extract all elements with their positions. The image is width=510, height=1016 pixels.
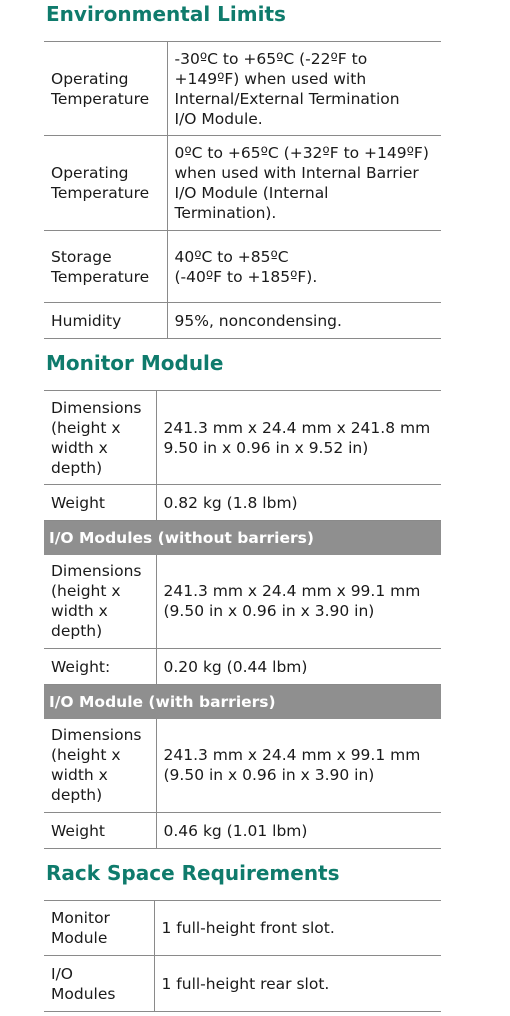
row-label: Weight: [44, 485, 156, 521]
row-value: 95%, noncondensing.: [167, 303, 441, 339]
table-row: [44, 391, 441, 485]
table-row: [44, 485, 441, 521]
table-row: [44, 136, 441, 231]
row-value: 241.3 mm x 24.4 mm x 99.1 mm (9.50 in x 0.96 in x 3.90 in): [156, 719, 441, 813]
table-row: [44, 649, 441, 685]
row-value: 0.46 kg (1.01 lbm): [156, 813, 441, 849]
row-label: Monitor Module: [44, 901, 154, 956]
row-label: Humidity: [44, 303, 167, 339]
row-label: Operating Temperature: [44, 136, 167, 231]
row-label: I/O Modules: [44, 956, 154, 1012]
row-label: Operating Temperature: [44, 42, 167, 136]
row-value: 1 full-height rear slot.: [154, 956, 441, 1012]
subsection-band-io-with-barriers: [44, 685, 441, 719]
row-value: 0.20 kg (0.44 lbm): [156, 649, 441, 685]
row-label: Storage Temperature: [44, 231, 167, 303]
band-label: I/O Modules (without barriers): [44, 521, 441, 555]
table-row: [44, 956, 441, 1012]
table-row: [44, 231, 441, 303]
row-value: 0.82 kg (1.8 lbm): [156, 485, 441, 521]
section-title-rack-space-requirements: Rack Space Requirements: [46, 861, 340, 885]
rack-space-table: [44, 900, 441, 1012]
table-row: [44, 901, 441, 956]
monitor-module-table: [44, 390, 441, 849]
row-value: -30ºC to +65ºC (-22ºF to +149ºF) when used with Internal/External Termination I/O Module.: [167, 42, 441, 136]
row-label: Weight: [44, 813, 156, 849]
section-title-environmental-limits: Environmental Limits: [46, 2, 286, 26]
band-label: I/O Module (with barriers): [44, 685, 441, 719]
environmental-limits-table: [44, 41, 441, 339]
section-title-monitor-module: Monitor Module: [46, 351, 224, 375]
row-value: 241.3 mm x 24.4 mm x 241.8 mm 9.50 in x 0.96 in x 9.52 in): [156, 391, 441, 485]
table-row: [44, 719, 441, 813]
row-value: 40ºC to +85ºC (-40ºF to +185ºF).: [167, 231, 441, 303]
table-row: [44, 555, 441, 649]
row-label: Weight:: [44, 649, 156, 685]
table-row: [44, 303, 441, 339]
subsection-band-io-without-barriers: [44, 521, 441, 555]
row-label: Dimensions (height x width x depth): [44, 719, 156, 813]
table-row: [44, 813, 441, 849]
table-row: [44, 42, 441, 136]
row-value: 0ºC to +65ºC (+32ºF to +149ºF) when used with Internal Barrier I/O Module (Internal Termination).: [167, 136, 441, 231]
row-value: 241.3 mm x 24.4 mm x 99.1 mm (9.50 in x 0.96 in x 3.90 in): [156, 555, 441, 649]
row-value: 1 full-height front slot.: [154, 901, 441, 956]
row-label: Dimensions (height x width x depth): [44, 555, 156, 649]
row-label: Dimensions (height x width x depth): [44, 391, 156, 485]
